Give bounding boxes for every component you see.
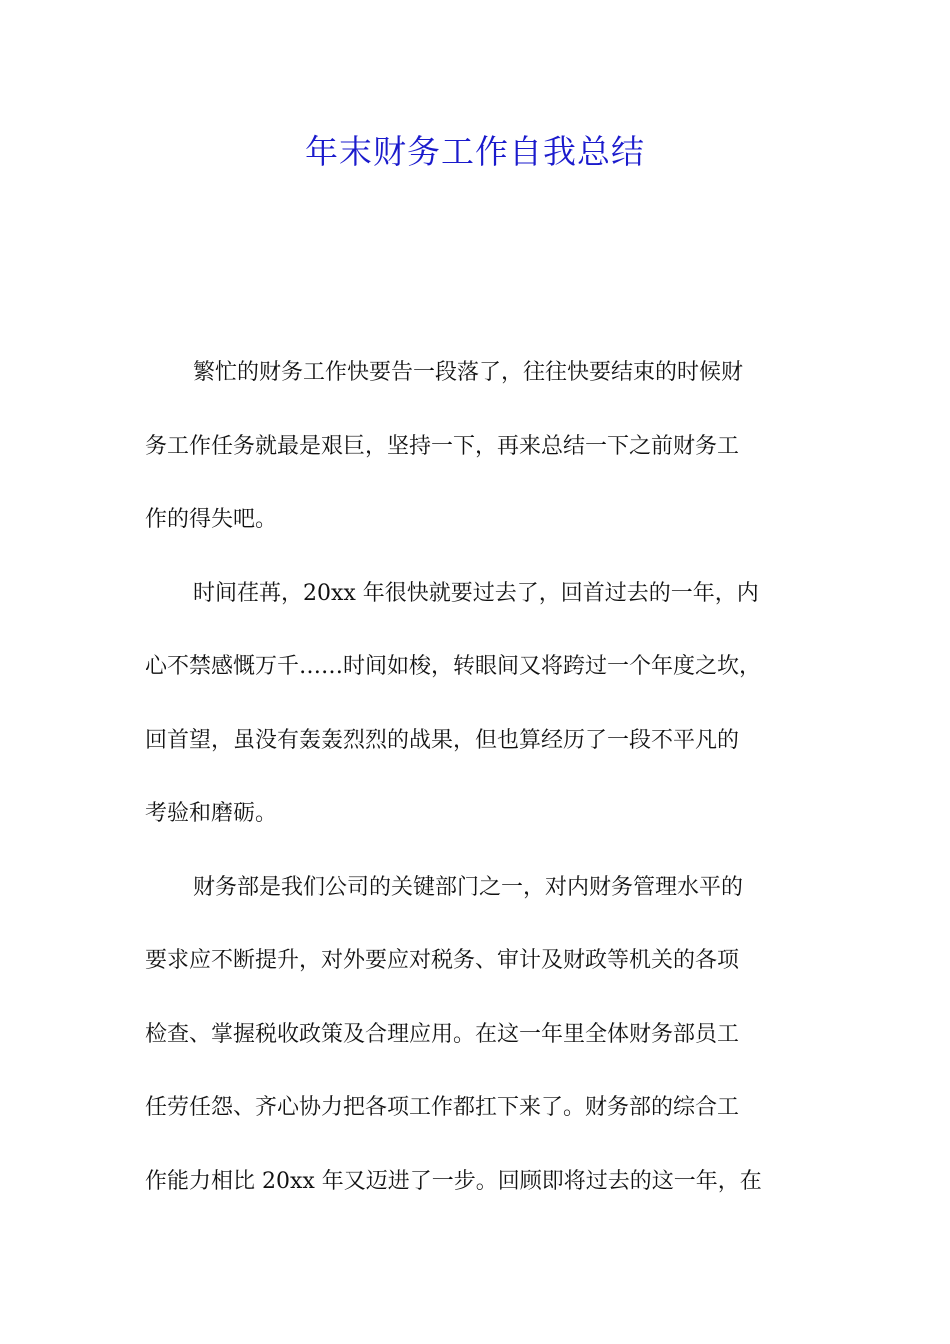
paragraph-1: [145, 336, 815, 557]
paragraph-line: 任劳任怨、齐心协力把各项工作都扛下来了。财务部的综合工: [145, 1095, 740, 1120]
paragraph-line: 时间荏苒，20xx 年很快就要过去了，回首过去的一年，内: [193, 580, 759, 606]
paragraph-line: 检查、掌握税收政策及合理应用。在这一年里全体财务部员工: [145, 1021, 740, 1047]
paragraph-line: 繁忙的财务工作快要告一段落了，往往快要结束的时候财: [193, 360, 744, 385]
paragraph-line: 回首望，虽没有轰轰烈烈的战果，但也算经历了一段不平凡的: [145, 727, 740, 753]
paragraph-line: 务工作任务就最是艰巨，坚持一下，再来总结一下之前财务工: [145, 433, 740, 459]
paragraph-line: 作能力相比 20xx 年又迈进了一步。回顾即将过去的这一年，在: [145, 1168, 762, 1194]
paragraph-line: 作的得失吧。: [145, 507, 278, 532]
document-body: [145, 336, 815, 1218]
paragraph-2: [145, 557, 815, 851]
paragraph-line: 心不禁感慨万千……时间如梭，转眼间又将跨过一个年度之坎，: [145, 654, 762, 679]
paragraph-line: 财务部是我们公司的关键部门之一，对内财务管理水平的: [193, 874, 744, 900]
document-title: 年末财务工作自我总结: [305, 132, 645, 171]
paragraph-3: [145, 851, 815, 1219]
paragraph-line: 要求应不断提升，对外要应对税务、审计及财政等机关的各项: [145, 948, 740, 973]
paragraph-line: 考验和磨砺。: [145, 801, 278, 826]
